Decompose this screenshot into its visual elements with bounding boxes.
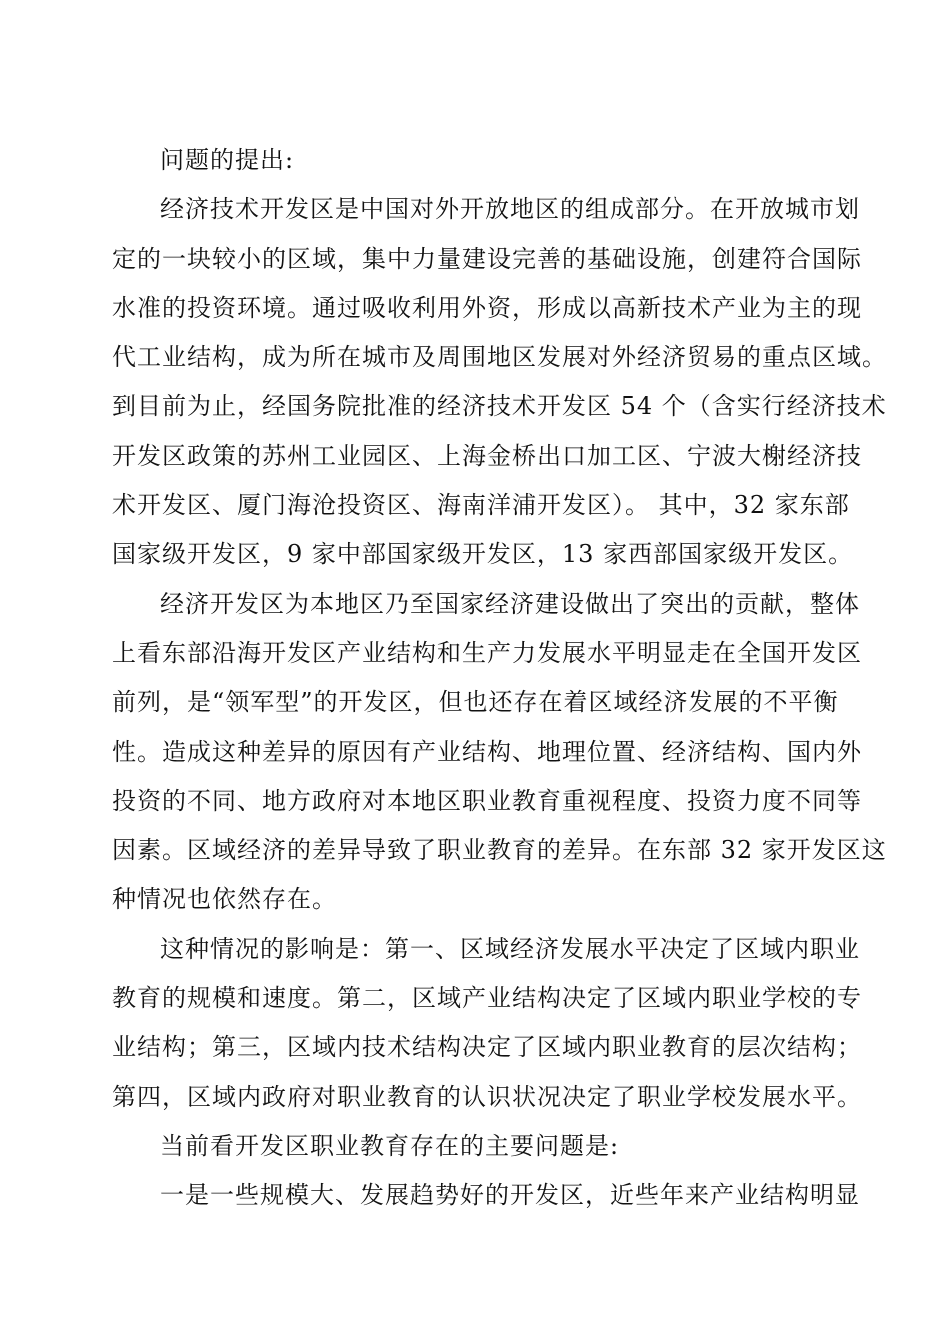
text-line: 这种情况的影响是：第一、区域经济发展水平决定了区域内职业 bbox=[160, 934, 860, 963]
paragraph-intro bbox=[112, 185, 887, 579]
text-line: 经济开发区为本地区乃至国家经济建设做出了突出的贡献，整体 bbox=[160, 589, 860, 618]
text-line: 经济技术开发区是中国对外开放地区的组成部分。在开放城市划 bbox=[160, 195, 860, 224]
paragraph-problem-one bbox=[112, 1171, 860, 1220]
paragraph-impact bbox=[112, 925, 862, 1122]
text-line: 前列，是“领军型”的开发区，但也还存在着区域经济发展的不平衡 bbox=[112, 688, 839, 717]
text-line: 代工业结构，成为所在城市及周围地区发展对外经济贸易的重点区域。 bbox=[112, 343, 887, 372]
text-line: 业结构；第三，区域内技术结构决定了区域内职业教育的层次结构； bbox=[112, 1033, 862, 1062]
text-line: 术开发区、厦门海沧投资区、海南洋浦开发区）。 其中，32 家东部 bbox=[112, 491, 850, 520]
text-line: 教育的规模和速度。第二，区域产业结构决定了区域内职业学校的专 bbox=[112, 984, 862, 1013]
text-line: 当前看开发区职业教育存在的主要问题是: bbox=[160, 1131, 620, 1160]
text-line: 开发区政策的苏州工业园区、上海金桥出口加工区、宁波大榭经济技 bbox=[112, 441, 862, 470]
text-line: 上看东部沿海开发区产业结构和生产力发展水平明显走在全国开发区 bbox=[112, 638, 862, 667]
paragraph-heading bbox=[112, 136, 842, 185]
document-body bbox=[112, 136, 887, 1221]
text-line: 第四，区域内政府对职业教育的认识状况决定了职业学校发展水平。 bbox=[112, 1082, 862, 1111]
text-line: 水准的投资环境。通过吸收利用外资，形成以高新技术产业为主的现 bbox=[112, 293, 862, 322]
text-line: 一是一些规模大、发展趋势好的开发区，近些年来产业结构明显 bbox=[160, 1181, 860, 1210]
text-line: 种情况也依然存在。 bbox=[112, 885, 337, 914]
text-line: 国家级开发区，9 家中部国家级开发区，13 家西部国家级开发区。 bbox=[112, 540, 854, 569]
text-line: 到目前为止，经国务院批准的经济技术开发区 54 个（含实行经济技术 bbox=[112, 392, 887, 421]
text-line: 定的一块较小的区域，集中力量建设完善的基础设施，创建符合国际 bbox=[112, 244, 862, 273]
paragraph-contribution bbox=[112, 580, 887, 925]
paragraph-problems-intro bbox=[112, 1122, 842, 1171]
text-line: 因素。区域经济的差异导致了职业教育的差异。在东部 32 家开发区这 bbox=[112, 836, 887, 865]
text-line: 问题的提出: bbox=[160, 146, 295, 174]
text-line: 投资的不同、地方政府对本地区职业教育重视程度、投资力度不同等 bbox=[112, 786, 862, 815]
text-line: 性。造成这种差异的原因有产业结构、地理位置、经济结构、国内外 bbox=[112, 737, 862, 766]
